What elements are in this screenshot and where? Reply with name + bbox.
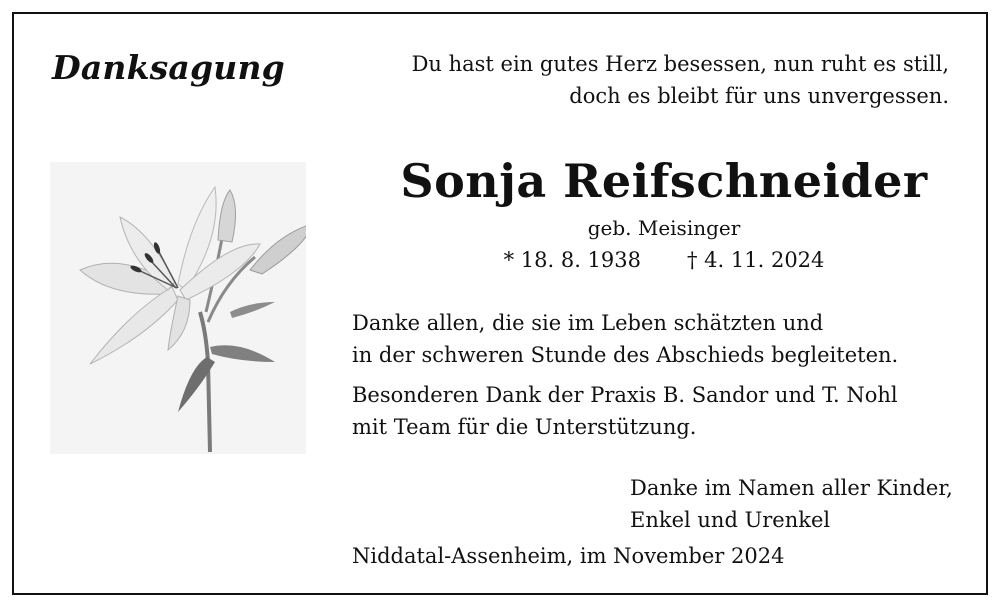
- birth-date: * 18. 8. 1938: [503, 248, 641, 272]
- motto-line-1: Du hast ein gutes Herz besessen, nun ruht es still,: [411, 52, 949, 76]
- death-date: † 4. 11. 2024: [687, 248, 825, 272]
- thanks-line: in der schweren Stunde des Abschieds begleiteten.: [352, 343, 899, 367]
- heading: Danksagung: [52, 48, 285, 87]
- place-date: Niddatal-Assenheim, im November 2024: [352, 544, 785, 568]
- lily-flower-icon: [50, 162, 306, 454]
- motto: [412, 48, 949, 112]
- deceased-name: Sonja Reifschneider: [400, 154, 928, 208]
- signature-line-2: Enkel und Urenkel: [630, 508, 831, 532]
- thanks-paragraph-2: [352, 379, 898, 443]
- birth-name: geb. Meisinger: [587, 216, 741, 240]
- signature-line-1: Danke im Namen aller Kinder,: [630, 476, 953, 500]
- signature: [630, 472, 953, 536]
- life-dates: [344, 248, 984, 272]
- thanks-line: Besonderen Dank der Praxis B. Sandor und T. Nohl: [352, 383, 898, 407]
- motto-line-2: doch es bleibt für uns unvergessen.: [569, 84, 949, 108]
- thanks-line: Danke allen, die sie im Leben schätzten und: [352, 311, 824, 335]
- thanks-line: mit Team für die Unterstützung.: [352, 415, 697, 439]
- thanks-paragraph-1: [352, 307, 898, 371]
- obituary-frame: [12, 12, 988, 595]
